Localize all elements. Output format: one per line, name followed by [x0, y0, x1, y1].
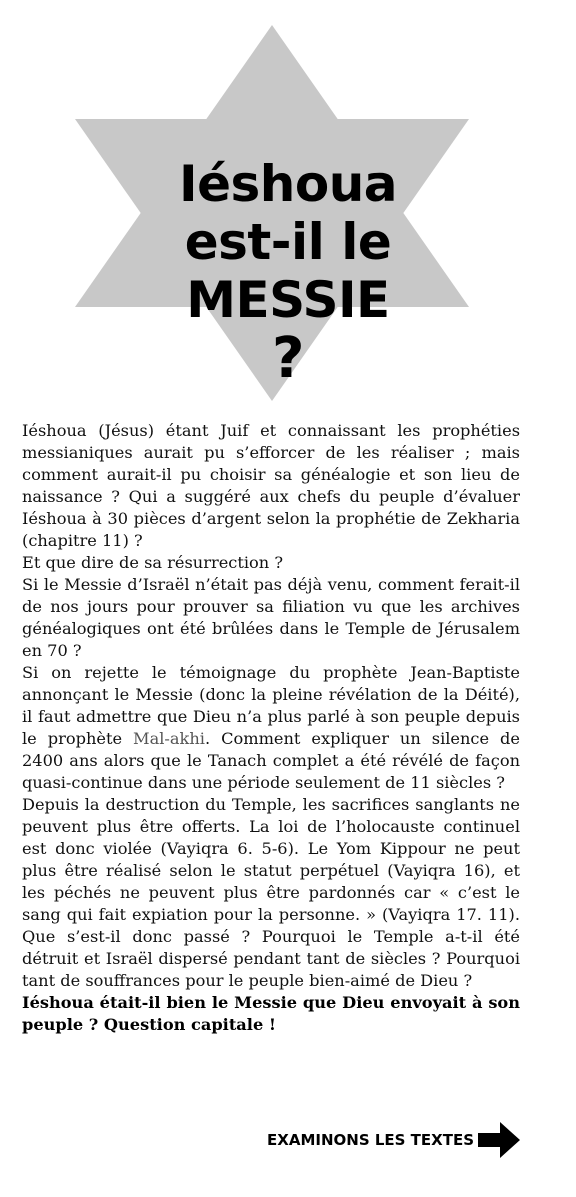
paragraph-4-text-b: . Comment expliquer un silence de 2400 ans alors que le Tanach complet a été révélé de façon quasi-continue dans une période seulement de 11 siècles ? [22, 729, 520, 792]
title-line-3: MESSIE [186, 271, 390, 329]
title-line-1: Iéshoua [178, 155, 398, 213]
arrow-right-icon [478, 1122, 520, 1158]
paragraph-2: Et que dire de sa résurrection ? [22, 553, 284, 572]
paragraph-1: Iéshoua (Jésus) étant Juif et connaissant les prophéties messianiques aurait pu s’efforcer de les réaliser ; mais comment aurait-il pu choisir sa généalogie et son lieu de naissance ? Qui a suggéré aux chefs du peuple d’évaluer Iéshoua à 30 pièces d’argent selon la prophétie de Zekharia (chapitre 11) ? [22, 421, 520, 550]
page-title [0, 155, 576, 389]
prophet-reference: Mal-akhi [133, 729, 205, 748]
paragraph-4 [22, 662, 520, 794]
cta-label: EXAMINONS LES TEXTES [267, 1131, 474, 1149]
body-text [22, 420, 520, 1036]
examine-texts-link[interactable] [267, 1122, 520, 1158]
paragraph-4-text-a: Si on rejette le témoignage du prophète Jean-Baptiste annonçant le Messie (donc la pleine révélation de la Déité), il faut admettre que Dieu n’a plus parlé à son peuple depuis le prophète [22, 663, 520, 748]
closing-question: Iéshoua était-il bien le Messie que Dieu envoyait à son peuple ? Question capitale ! [22, 993, 520, 1034]
title-line-2: est-il le [184, 213, 392, 271]
paragraph-5: Depuis la destruction du Temple, les sacrifices sanglants ne peuvent plus être offerts. La loi de l’holocauste continuel est donc violée (Vayiqra 6. 5-6). Le Yom Kippour ne peut plus être réalisé selon le statut perpétuel (Vayiqra 16), et les péchés ne peuvent plus être pardonnés car « c’est le sang qui fait expiation pour la personne. » (Vayiqra 17. 11). Que s’est-il donc passé ? Pourquoi le Temple a-t-il été détruit et Israël dispersé pendant tant de siècles ? Pourquoi tant de souffrances pour le peuple bien-aimé de Dieu ? [22, 795, 520, 990]
title-question-mark: ? [272, 326, 304, 391]
paragraph-3: Si le Messie d’Israël n’était pas déjà venu, comment ferait-il de nos jours pour prouver sa filiation vu que les archives généalogiques ont été brûlées dans le Temple de Jérusalem en 70 ? [22, 575, 520, 660]
